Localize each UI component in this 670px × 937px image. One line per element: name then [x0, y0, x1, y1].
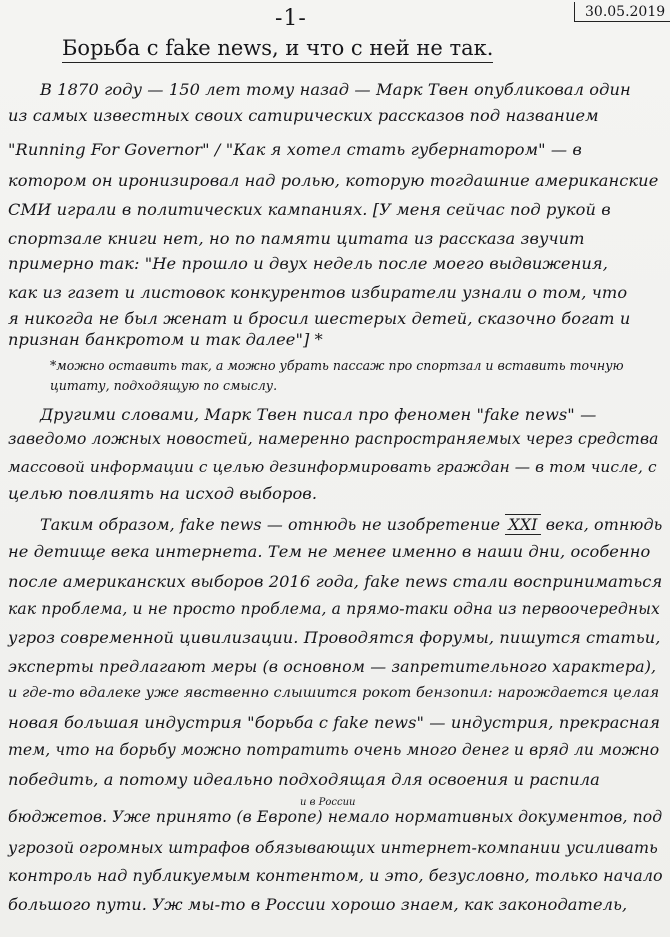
- date-stamp: 30.05.2019: [574, 2, 670, 22]
- text-line: после американских выборов 2016 года, fake news стали восприниматься: [8, 572, 663, 591]
- text-line: тем, что на борьбу можно потратить очень много денег и вряд ли можно: [8, 741, 660, 759]
- text-line: эксперты предлагают меры (в основном — запретительного характера),: [8, 657, 657, 676]
- text-line: новая большая индустрия "борьба с fake news" — индустрия, прекрасная: [8, 713, 661, 732]
- text-line: победить, а потому идеально подходящая для освоения и распила: [8, 770, 600, 789]
- text-line: Другими словами, Марк Твен писал про феномен "fake news" —: [40, 405, 597, 424]
- text-line: и где-то вдалеке уже явственно слышится рокот бензопил: нарождается целая: [8, 685, 660, 701]
- text-line: контроль над публикуемым контентом, и это, безусловно, только начало: [8, 866, 663, 885]
- text-line: примерно так: "Не прошло и двух недель после моего выдвижения,: [8, 254, 608, 273]
- text-line: В 1870 году — 150 лет тому назад — Марк Твен опубликовал один: [40, 80, 631, 99]
- text-fragment: века, отнюдь: [545, 515, 663, 534]
- text-line: я никогда не был женат и бросил шестерых детей, сказочно богат и: [8, 309, 631, 328]
- text-line: массовой информации с целью дезинформировать граждан — в том числе, с: [8, 458, 657, 476]
- text-line: угрозой огромных штрафов обязывающих интернет-компании усиливать: [8, 838, 658, 857]
- text-line: [40, 515, 662, 534]
- text-line: целью повлиять на исход выборов.: [8, 484, 318, 503]
- text-line: как проблема, и не просто проблема, а прямо-таки одна из первоочередных: [8, 600, 660, 618]
- footnote-line: цитату, подходящую по смыслу.: [50, 378, 278, 393]
- text-line: как из газет и листовок конкурентов избиратели узнали о том, что: [8, 283, 628, 302]
- text-line: угроз современной цивилизации. Проводятся форумы, пишутся статьи,: [8, 628, 661, 647]
- text-line: из самых известных своих сатирических рассказов под названием: [8, 106, 599, 125]
- text-fragment: Таким образом, fake news — отнюдь не изобретение: [40, 515, 501, 534]
- text-line: заведомо ложных новостей, намеренно распространяемых через средства: [8, 430, 659, 448]
- century-numeral: XXI: [505, 514, 540, 535]
- text-line: большого пути. Уж мы-то в России хорошо знаем, как законодатель,: [8, 895, 628, 914]
- text-line: спортзале книги нет, но по памяти цитата из рассказа звучит: [8, 229, 585, 248]
- text-line: СМИ играли в политических кампаниях. [У меня сейчас под рукой в: [8, 200, 611, 219]
- page-title: Борьба с fake news, и что с ней не так.: [62, 36, 493, 63]
- text-line: бюджетов. Уже принято (в Европе) немало нормативных документов, под: [8, 808, 663, 826]
- page-number: -1-: [275, 6, 307, 31]
- text-line: не детище века интернета. Тем не менее именно в наши дни, особенно: [8, 542, 651, 561]
- text-line: котором он иронизировал над ролью, которую тогдашние американские: [8, 171, 659, 190]
- text-line: признан банкротом и так далее"] *: [8, 330, 323, 349]
- handwritten-insertion: и в России: [300, 797, 356, 808]
- text-line: "Running For Governor" / "Как я хотел стать губернатором" — в: [8, 140, 582, 159]
- footnote-line: *можно оставить так, а можно убрать пассаж про спортзал и вставить точную: [50, 358, 624, 373]
